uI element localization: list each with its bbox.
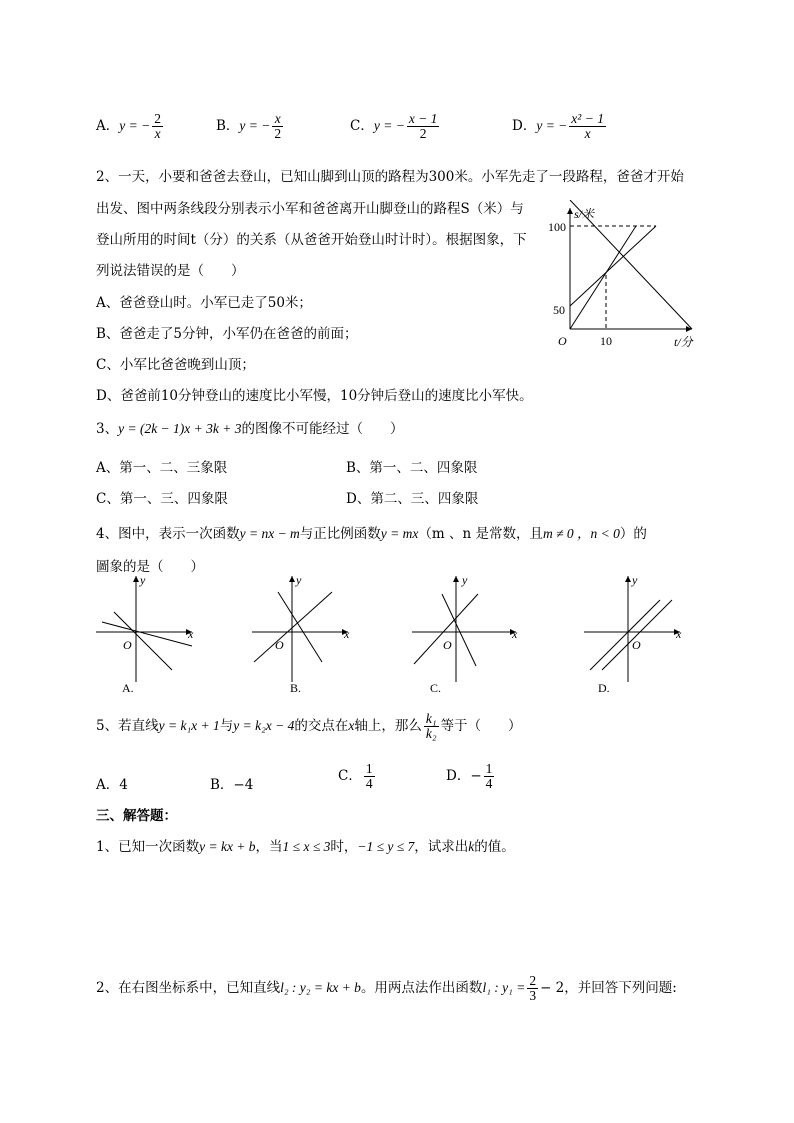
q4-graph-c: [408, 570, 523, 695]
q2-option-c: C、小军比爸爸晚到山顶；: [96, 357, 255, 373]
q5-option-c: C． $\frac{1}{4}$: [338, 761, 373, 792]
svg-text:x: x: [676, 627, 682, 641]
q5-option-b: B．−4: [210, 777, 254, 793]
svg-text:x: x: [344, 627, 350, 641]
q4-graph-b: [248, 570, 358, 695]
q2-option-a: A、爸爸登山时。小军已走了50米；: [96, 295, 312, 311]
q3-option-d: D、第二、三、四象限: [346, 491, 479, 507]
svg-text:O: O: [443, 638, 452, 652]
q2-option-d: D、爸爸前10分钟登山的速度比小军慢，10分钟后登山的速度比小军快。: [96, 388, 533, 404]
graph-y-label: s/米: [574, 207, 595, 221]
q2-line-3: 登山所用的时间t（分）的关系（从爸爸开始登山时计时）。根据图象，下: [96, 232, 527, 248]
svg-text:D.: D.: [598, 681, 610, 695]
q4-stem-line-2: 圖象的是（ ）: [96, 559, 204, 575]
q1-option-d: D．y = − $\frac{\text{x² − 1}}{x}$: [512, 111, 604, 142]
svg-text:A.: A.: [122, 681, 134, 695]
svg-text:y: y: [140, 573, 146, 587]
q3-option-c: C、第一、三、四象限: [96, 491, 228, 507]
graph-b-line-2: [278, 592, 322, 662]
graph-origin: O: [558, 334, 567, 348]
q3-option-a: A、第一、二、三象限: [96, 460, 228, 476]
q4-graph-a: [92, 570, 202, 695]
q5-option-a: A．4: [96, 777, 128, 793]
q1-option-c: C．y = − $\frac{x - 1}{2}$: [350, 111, 438, 142]
q2-distance-time-graph: [540, 200, 710, 352]
svg-text:C.: C.: [430, 681, 442, 695]
q5-stem: 5、若直线y = k₁x + 1与y = k₂x − 4的交点在x轴上，那么 $\frac{\text{k₁}}{\text{k₂}}$ 等于（ ）: [96, 711, 522, 742]
graph-dad-line: [570, 226, 636, 329]
graph-tick-100: 100: [548, 220, 566, 234]
section-3-title: 三、解答题：: [96, 808, 177, 824]
svg-text:y: y: [296, 573, 302, 587]
svg-text:y: y: [632, 573, 638, 587]
graph-xiaojun-line: [570, 226, 656, 306]
svg-text:y: y: [462, 573, 468, 587]
q1-option-a: A．y = − $\frac{2}{x}$: [96, 111, 161, 142]
graph-b-line-1: [254, 592, 332, 662]
section-3-problem-2: 2、在右图坐标系中，已知直线l₂ : y₂ = kx + b。用两点法作出函数l₁ : y₁ = $\frac{2}{3}$ − 2，并回答下列问题:: [96, 973, 677, 1004]
graph-x-label: t/分: [674, 335, 693, 349]
section-3-problem-1: 1、已知一次函数y = kx + b，当1 ≤ x ≤ 3时，−1 ≤ y ≤ 7，试求出k的值。: [96, 839, 515, 855]
graph-y-arrow: [567, 208, 573, 214]
q4-stem-line-1: 4、图中，表示一次函数y = nx − m与正比例函数y = mx（m 、n 是常数，且m ≠ 0 ，n < 0）的: [96, 526, 647, 542]
graph-d-line-2: [602, 600, 672, 670]
graph-tick-10: 10: [600, 334, 612, 348]
q2-line-1: 2、一天，小要和爸爸去登山，已知山脚到山顶的路程为300米。小军先走了一段路程，爸爸才开始: [96, 169, 684, 185]
q2-line-2: 出发、图中两条线段分别表示小军和爸爸离开山脚登山的路程S（米）与: [96, 201, 524, 217]
graph-c-line-1: [414, 594, 478, 664]
q2-line-4: 列说法错误的是（ ）: [96, 263, 245, 279]
q4-graph-d: [580, 570, 690, 695]
graph-a-line-2: [102, 622, 192, 646]
graph-tick-50: 50: [553, 303, 565, 317]
svg-text:x: x: [188, 627, 194, 641]
graph-c-line-2: [442, 594, 476, 666]
svg-text:O: O: [275, 638, 284, 652]
q3-option-b: B、第一、二、四象限: [346, 460, 478, 476]
q2-option-b: B、爸爸走了5分钟，小军仍在爸爸的前面；: [96, 326, 358, 342]
svg-text:O: O: [632, 638, 641, 652]
svg-text:x: x: [512, 627, 518, 641]
q3-stem: 3、y = (2k − 1)x + 3k + 3的图像不可能经过（ ）: [96, 421, 404, 437]
q1-option-b: B．y = − $\frac{x}{2}$: [216, 111, 282, 142]
q5-option-d: D．− $\frac{1}{4}$: [446, 761, 493, 792]
svg-text:B.: B.: [290, 681, 302, 695]
graph-d-line-1: [590, 600, 660, 670]
svg-text:O: O: [123, 638, 132, 652]
graph-x-arrow: [686, 326, 692, 332]
